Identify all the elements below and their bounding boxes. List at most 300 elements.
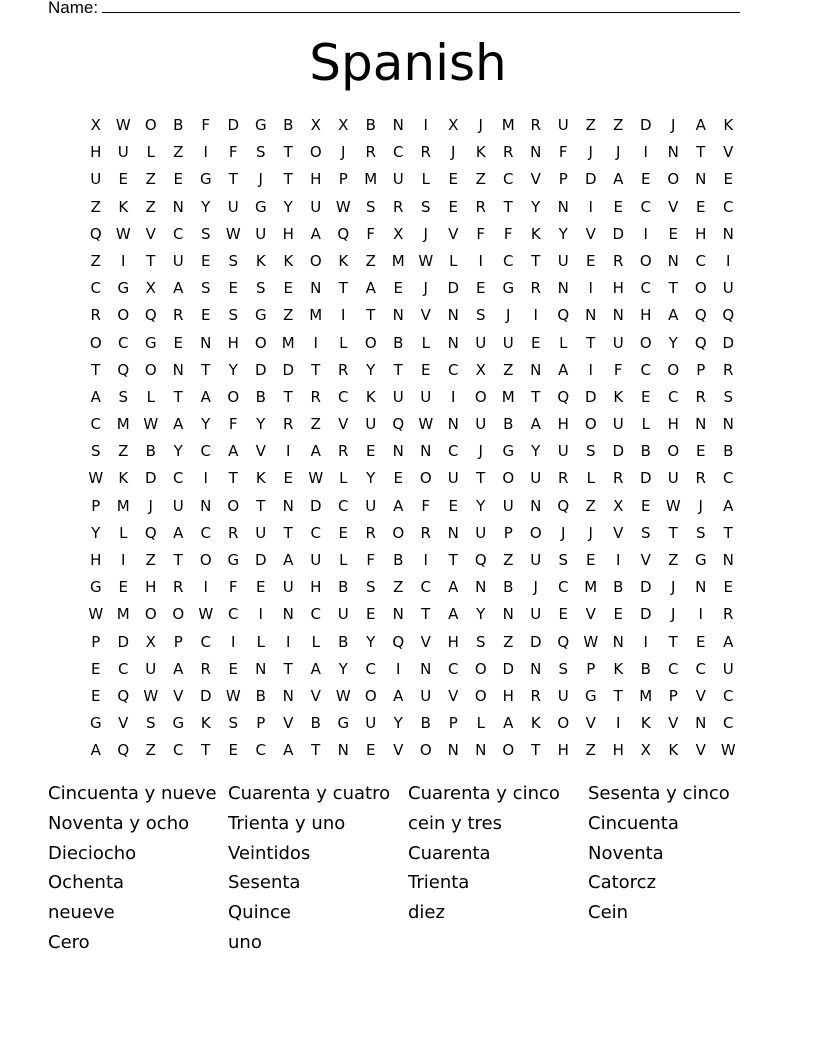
grid-letter: B — [503, 578, 514, 597]
grid-letter: D — [227, 116, 240, 134]
grid-letter: E — [586, 251, 596, 270]
grid-letter: Q — [694, 306, 707, 325]
grid-letter: A — [90, 741, 101, 760]
grid-letter: Q — [392, 632, 405, 651]
grid-letter: G — [337, 714, 350, 733]
word-bank-item: Sesenta — [228, 872, 301, 894]
grid-letter: J — [423, 279, 428, 298]
grid-letter: S — [420, 197, 431, 216]
grid-letter: J — [588, 143, 593, 162]
grid-letter: E — [723, 578, 733, 597]
grid-letter: R — [530, 686, 541, 705]
grid-letter: H — [502, 686, 514, 705]
grid-letter: C — [503, 170, 514, 189]
grid-letter: M — [501, 116, 515, 134]
word-bank-item: Sesenta y cinco — [588, 783, 730, 804]
grid-letter: X — [640, 741, 651, 760]
grid-letter: G — [117, 279, 130, 298]
grid-letter: N — [282, 605, 294, 624]
grid-letter: C — [668, 659, 679, 678]
grid-letter: A — [173, 659, 184, 678]
grid-letter: C — [420, 578, 431, 597]
grid-letter: I — [313, 333, 318, 352]
grid-letter: C — [173, 469, 184, 488]
grid-letter: T — [393, 360, 403, 379]
grid-letter: X — [145, 279, 156, 298]
grid-letter: G — [89, 714, 102, 733]
grid-letter: Z — [503, 632, 514, 651]
grid-row — [82, 520, 742, 547]
grid-letter: Y — [256, 415, 266, 434]
grid-letter: W — [335, 197, 351, 216]
grid-letter: U — [365, 714, 377, 733]
grid-letter: Z — [585, 116, 596, 134]
grid-letter: T — [421, 605, 431, 624]
word-bank-item: Cein — [588, 902, 629, 924]
grid-letter: C — [723, 197, 734, 216]
grid-letter: E — [448, 170, 458, 189]
grid-letter: T — [173, 387, 183, 406]
grid-letter: C — [723, 714, 734, 733]
grid-letter: A — [393, 496, 404, 515]
grid-letter: D — [254, 360, 267, 379]
grid-letter: U — [420, 387, 432, 406]
grid-letter: T — [228, 469, 238, 488]
grid-letter: H — [667, 415, 679, 434]
grid-letter: C — [200, 442, 211, 461]
grid-letter: I — [396, 659, 401, 678]
grid-letter: I — [643, 224, 648, 243]
grid-letter: N — [530, 659, 542, 678]
grid-letter: Y — [531, 197, 541, 216]
grid-letter: E — [366, 741, 376, 760]
grid-row — [82, 248, 742, 275]
grid-letter: C — [668, 387, 679, 406]
grid-letter: Q — [117, 741, 130, 760]
word-bank-item: Quince — [228, 902, 291, 924]
grid-letter: J — [561, 523, 566, 542]
grid-letter: U — [90, 170, 102, 189]
grid-letter: G — [502, 442, 515, 461]
grid-letter: K — [365, 387, 376, 406]
grid-letter: K — [613, 387, 624, 406]
grid-letter: S — [200, 224, 211, 243]
grid-letter: B — [613, 578, 624, 597]
grid-letter: I — [533, 306, 538, 325]
grid-letter: R — [338, 360, 349, 379]
grid-letter: C — [695, 251, 706, 270]
grid-letter: S — [475, 632, 486, 651]
grid-letter: R — [200, 659, 211, 678]
grid-letter: X — [475, 360, 486, 379]
grid-letter: V — [283, 714, 294, 733]
grid-letter: T — [696, 143, 706, 162]
grid-letter: C — [393, 143, 404, 162]
grid-letter: E — [228, 659, 238, 678]
grid-letter: C — [640, 197, 651, 216]
grid-letter: E — [696, 632, 706, 651]
grid-letter: R — [420, 523, 431, 542]
grid-letter: T — [668, 632, 678, 651]
grid-letter: D — [144, 469, 157, 488]
grid-letter: C — [255, 741, 266, 760]
grid-letter: K — [475, 143, 486, 162]
grid-letter: J — [451, 143, 456, 162]
grid-letter: E — [366, 605, 376, 624]
word-bank-item: Cuarenta y cuatro — [228, 783, 391, 804]
grid-row — [82, 547, 742, 574]
grid-row — [82, 330, 742, 357]
grid-letter: U — [722, 279, 734, 298]
grid-letter: T — [531, 741, 541, 760]
grid-letter: Q — [337, 224, 350, 243]
grid-letter: V — [393, 741, 404, 760]
grid-letter: X — [338, 116, 349, 134]
grid-letter: M — [116, 605, 130, 624]
grid-letter: A — [90, 387, 101, 406]
grid-letter: K — [118, 469, 129, 488]
grid-letter: A — [365, 279, 376, 298]
grid-letter: E — [531, 333, 541, 352]
grid-letter: T — [531, 251, 541, 270]
grid-letter: C — [448, 442, 459, 461]
grid-letter: S — [558, 659, 569, 678]
grid-letter: Y — [91, 523, 101, 542]
grid-letter: Z — [90, 251, 101, 270]
grid-letter: K — [255, 469, 266, 488]
grid-letter: R — [695, 387, 706, 406]
grid-letter: T — [201, 741, 211, 760]
grid-letter: N — [447, 523, 459, 542]
word-bank-item: cein y tres — [408, 812, 502, 834]
grid-letter: N — [695, 415, 707, 434]
grid-letter: Q — [694, 333, 707, 352]
grid-letter: M — [391, 251, 405, 270]
grid-row — [82, 493, 742, 520]
grid-letter: R — [228, 523, 239, 542]
grid-letter: P — [586, 659, 596, 678]
word-bank-item: Cero — [48, 931, 90, 953]
grid-letter: I — [286, 442, 291, 461]
grid-letter: N — [612, 632, 624, 651]
grid-letter: F — [503, 224, 513, 243]
grid-letter: G — [584, 686, 597, 705]
grid-letter: T — [531, 387, 541, 406]
grid-letter: E — [91, 659, 101, 678]
grid-letter: C — [310, 523, 321, 542]
grid-letter: P — [558, 170, 568, 189]
grid-letter: I — [203, 143, 208, 162]
grid-letter: N — [612, 306, 624, 325]
grid-letter: N — [447, 741, 459, 760]
grid-letter: W — [583, 632, 599, 651]
grid-letter: P — [668, 686, 678, 705]
grid-letter: L — [476, 714, 485, 733]
grid-letter: E — [476, 279, 486, 298]
grid-letter: U — [172, 496, 184, 515]
grid-letter: Q — [722, 306, 735, 325]
grid-letter: K — [723, 116, 734, 134]
grid-letter: U — [612, 415, 624, 434]
word-bank-item: Cuarenta y cinco — [408, 783, 560, 804]
grid-letter: Q — [557, 387, 570, 406]
grid-row — [82, 438, 742, 465]
grid-letter: S — [255, 279, 266, 298]
word-bank-item: Cincuenta y nueve — [48, 783, 217, 804]
grid-letter: C — [558, 578, 569, 597]
grid-letter: W — [225, 686, 241, 705]
grid-letter: V — [668, 714, 679, 733]
grid-letter: V — [448, 686, 459, 705]
grid-letter: I — [286, 632, 291, 651]
grid-letter: Q — [89, 224, 102, 243]
grid-letter: R — [173, 578, 184, 597]
grid-letter: C — [90, 279, 101, 298]
grid-letter: H — [145, 578, 157, 597]
word-bank-item: neueve — [48, 902, 115, 924]
grid-letter: A — [310, 659, 321, 678]
grid-letter: Z — [475, 170, 486, 189]
grid-letter: U — [475, 415, 487, 434]
word-bank-item: uno — [228, 931, 262, 953]
grid-letter: E — [228, 741, 238, 760]
grid-letter: U — [282, 578, 294, 597]
grid-letter: L — [421, 333, 430, 352]
grid-letter: Z — [118, 442, 129, 461]
grid-letter: T — [283, 143, 293, 162]
grid-letter: O — [117, 306, 130, 325]
grid-letter: M — [639, 686, 653, 705]
word-bank-item: Ochenta — [48, 872, 125, 894]
grid-letter: Y — [558, 224, 568, 243]
grid-letter: T — [366, 306, 376, 325]
grid-letter: K — [530, 714, 541, 733]
grid-letter: H — [612, 279, 624, 298]
grid-letter: H — [447, 632, 459, 651]
grid-letter: J — [506, 306, 511, 325]
grid-letter: U — [557, 442, 569, 461]
grid-letter: P — [91, 496, 101, 515]
grid-letter: N — [695, 578, 707, 597]
grid-letter: F — [421, 496, 431, 515]
grid-letter: O — [419, 741, 432, 760]
grid-letter: B — [365, 116, 376, 134]
grid-letter: K — [255, 251, 266, 270]
letter-grid — [82, 112, 742, 765]
grid-letter: I — [726, 251, 731, 270]
grid-letter: A — [448, 578, 459, 597]
grid-letter: K — [118, 197, 129, 216]
grid-letter: T — [283, 523, 293, 542]
grid-letter: V — [585, 605, 596, 624]
grid-letter: N — [200, 333, 212, 352]
grid-letter: H — [557, 415, 569, 434]
grid-letter: N — [282, 496, 294, 515]
grid-row — [82, 384, 742, 411]
grid-letter: Z — [145, 170, 156, 189]
grid-letter: B — [310, 714, 321, 733]
grid-letter: C — [173, 741, 184, 760]
grid-letter: J — [423, 224, 428, 243]
grid-letter: O — [144, 605, 157, 624]
grid-letter: X — [310, 116, 321, 134]
grid-letter: V — [613, 523, 624, 542]
grid-letter: C — [448, 360, 459, 379]
grid-letter: B — [503, 415, 514, 434]
grid-letter: R — [613, 469, 624, 488]
grid-letter: A — [723, 496, 734, 515]
grid-letter: U — [475, 523, 487, 542]
grid-row — [82, 710, 742, 737]
grid-letter: C — [338, 387, 349, 406]
grid-letter: W — [115, 116, 131, 134]
grid-letter: O — [172, 605, 185, 624]
grid-letter: P — [338, 170, 348, 189]
grid-letter: R — [338, 442, 349, 461]
grid-letter: R — [90, 306, 101, 325]
grid-letter: T — [668, 279, 678, 298]
grid-letter: D — [639, 469, 652, 488]
grid-letter: Q — [557, 632, 570, 651]
grid-letter: B — [640, 442, 651, 461]
grid-letter: K — [668, 741, 679, 760]
grid-letter: L — [339, 551, 348, 569]
grid-letter: O — [364, 333, 377, 352]
grid-letter: G — [227, 551, 240, 569]
grid-letter: A — [310, 224, 321, 243]
grid-letter: N — [255, 659, 267, 678]
grid-row — [82, 683, 742, 710]
grid-letter: I — [588, 360, 593, 379]
grid-letter: G — [502, 279, 515, 298]
grid-letter: U — [255, 224, 267, 243]
grid-letter: Q — [117, 686, 130, 705]
grid-letter: J — [478, 116, 483, 134]
grid-letter: D — [584, 387, 597, 406]
grid-letter: K — [613, 659, 624, 678]
grid-letter: E — [118, 170, 128, 189]
grid-letter: Y — [338, 659, 348, 678]
grid-letter: Z — [393, 578, 404, 597]
grid-letter: O — [639, 333, 652, 352]
grid-row — [82, 357, 742, 384]
grid-letter: S — [585, 442, 596, 461]
grid-letter: I — [478, 251, 483, 270]
grid-letter: F — [201, 116, 211, 134]
grid-letter: O — [254, 333, 267, 352]
page-title: Spanish — [309, 34, 507, 92]
grid-letter: H — [310, 578, 322, 597]
grid-letter: V — [723, 143, 734, 162]
grid-letter: F — [366, 224, 376, 243]
grid-letter: Y — [201, 415, 211, 434]
grid-letter: V — [173, 686, 184, 705]
grid-row — [82, 194, 742, 221]
grid-letter: V — [310, 686, 321, 705]
grid-letter: L — [256, 632, 265, 651]
grid-letter: Z — [310, 415, 321, 434]
grid-letter: U — [530, 469, 542, 488]
grid-letter: B — [420, 714, 431, 733]
grid-letter: H — [695, 224, 707, 243]
grid-letter: O — [364, 686, 377, 705]
grid-letter: L — [421, 170, 430, 189]
grid-letter: R — [173, 306, 184, 325]
grid-letter: U — [502, 333, 514, 352]
grid-letter: E — [613, 197, 623, 216]
grid-letter: D — [447, 279, 460, 298]
grid-letter: M — [584, 578, 598, 597]
grid-letter: Z — [585, 496, 596, 515]
grid-letter: N — [475, 741, 487, 760]
grid-letter: R — [558, 469, 569, 488]
grid-letter: S — [365, 578, 376, 597]
grid-letter: K — [530, 224, 541, 243]
grid-letter: C — [695, 659, 706, 678]
grid-letter: E — [641, 170, 651, 189]
grid-letter: E — [696, 197, 706, 216]
grid-letter: D — [309, 496, 322, 515]
name-underline — [102, 0, 740, 13]
grid-letter: D — [639, 605, 652, 624]
grid-letter: U — [530, 605, 542, 624]
grid-letter: R — [503, 143, 514, 162]
grid-letter: Q — [557, 306, 570, 325]
grid-letter: N — [200, 496, 212, 515]
grid-letter: Y — [201, 197, 211, 216]
grid-letter: H — [557, 741, 569, 760]
grid-letter: S — [365, 197, 376, 216]
grid-row — [82, 275, 742, 302]
grid-letter: U — [557, 116, 569, 134]
grid-letter: R — [393, 197, 404, 216]
grid-letter: G — [172, 714, 185, 733]
grid-letter: X — [448, 116, 459, 134]
grid-letter: M — [501, 387, 515, 406]
word-bank-item: Trienta y uno — [228, 812, 346, 834]
grid-letter: Z — [283, 306, 294, 325]
grid-letter: V — [668, 197, 679, 216]
grid-letter: O — [474, 686, 487, 705]
grid-letter: U — [227, 197, 239, 216]
grid-letter: C — [173, 224, 184, 243]
grid-letter: R — [365, 523, 376, 542]
grid-letter: U — [255, 523, 267, 542]
word-bank-item: Dieciocho — [48, 842, 137, 864]
grid-letter: W — [115, 224, 131, 243]
grid-letter: N — [667, 143, 679, 162]
grid-letter: R — [420, 143, 431, 162]
grid-letter: S — [695, 523, 706, 542]
grid-letter: T — [338, 279, 348, 298]
grid-letter: I — [121, 251, 126, 270]
grid-letter: B — [338, 578, 349, 597]
grid-letter: K — [200, 714, 211, 733]
grid-letter: Q — [557, 496, 570, 515]
grid-letter: J — [148, 496, 153, 515]
grid-letter: I — [616, 551, 621, 569]
grid-letter: N — [447, 333, 459, 352]
grid-letter: N — [585, 306, 597, 325]
grid-letter: U — [475, 333, 487, 352]
grid-letter: N — [447, 415, 459, 434]
grid-letter: T — [586, 333, 596, 352]
grid-letter: J — [341, 143, 346, 162]
grid-letter: W — [88, 605, 104, 624]
grid-letter: E — [421, 360, 431, 379]
grid-letter: W — [720, 741, 736, 760]
grid-letter: E — [586, 551, 596, 569]
